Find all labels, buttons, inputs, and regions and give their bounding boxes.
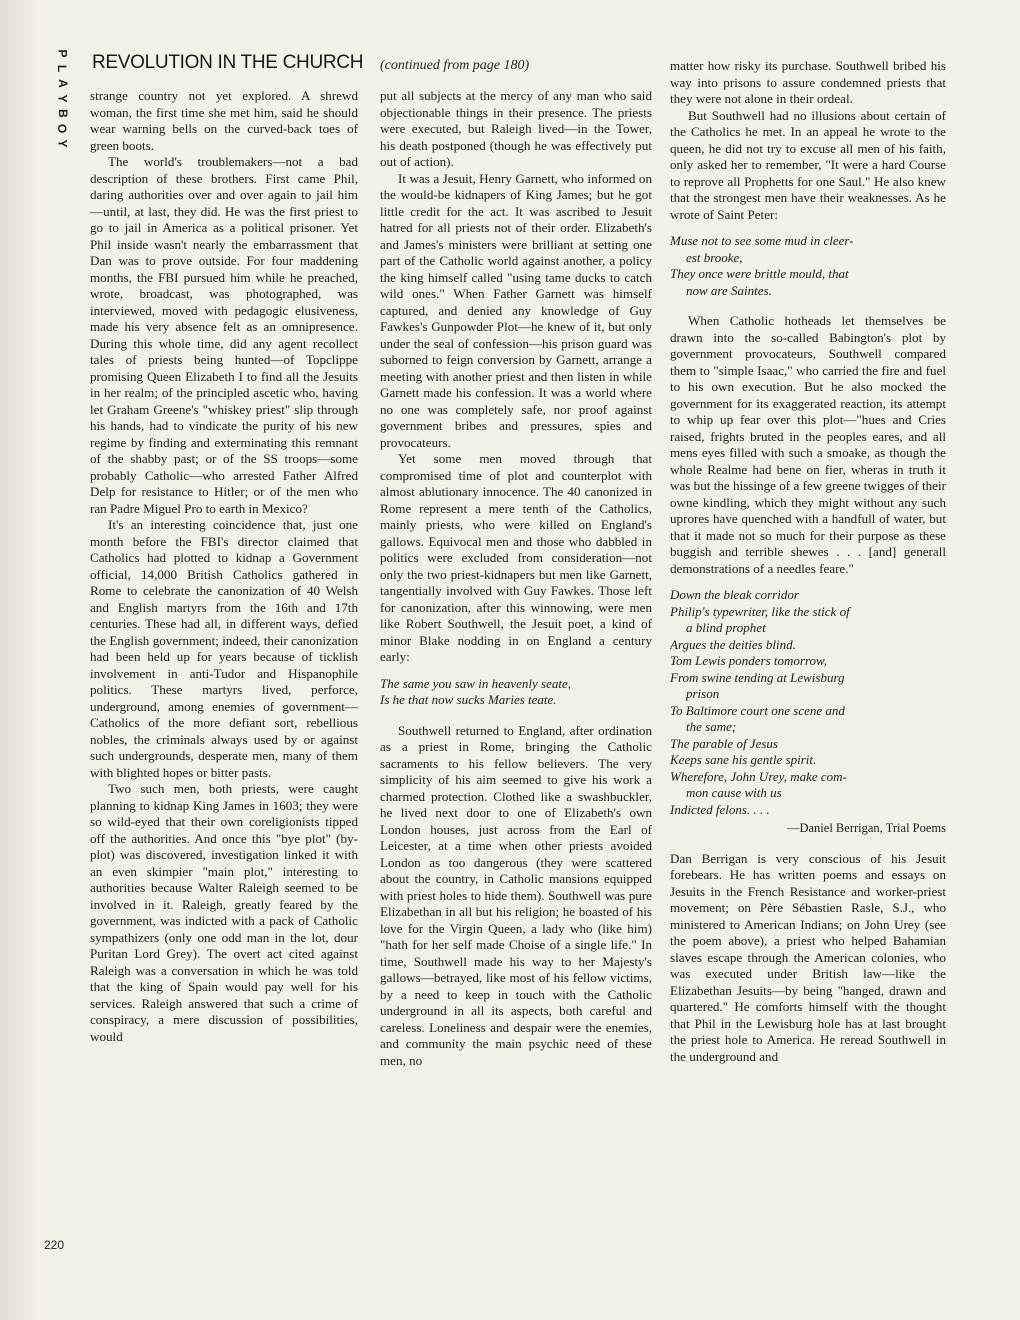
verse-quote-saint-peter — [670, 233, 946, 299]
masthead-letter: O — [55, 123, 70, 134]
paragraph: Dan Berrigan is very conscious of his Jesuit forebears. He has written poems and essays on Jesuits in the French Resistance and worker-priest movement; on Père Sébastien Rasle, S.J., who ministered to American Indians; on John Urey (see the poem above), a priest who helped Bahamian slaves escape through the American colonies, who was executed under British law—like the Elizabethan Jesuits—by being "hanged, drawn and quartered." He comforts himself with the thought that Phil in the Lewisburg hole has at last brought the priest hole to America. He reread Southwell in the underground and — [670, 850, 946, 1064]
verse-line: Down the bleak corridor — [670, 587, 799, 602]
verse-line: To Baltimore court one scene and — [670, 702, 845, 718]
verse-quote-trial-poems — [670, 587, 946, 837]
magazine-masthead-vertical — [54, 46, 70, 151]
masthead-letter: Y — [55, 94, 70, 103]
verse-line: Philip's typewriter, like the stick of — [670, 603, 850, 619]
verse-line: mon cause with us — [686, 785, 782, 800]
paragraph: Two such men, both priests, were caught planning to kidnap King James in 1603; they were so wild-eyed that their own coreligionists tipped off the authorities. And once this "bye plot" (by-plot) was discovered, investigation linked it with an even skimpier "main plot," interesting to authorities because Walter Raleigh seemed to be involved in it. Raleigh, greatly feared by the government, was indicted with a pack of Catholic sympathizers (only one odd man in the lot, dour Puritan Lord Grey). The overt act cited against Raleigh was a conversation in which he was told that the king of Spain would pay well for his services. Raleigh answered that such a crime of conspiracy, a mere discussion of possibilities, would — [90, 781, 358, 1044]
verse-line: The parable of Jesus — [670, 735, 778, 751]
verse-quote-southwell — [380, 676, 652, 709]
paragraph: Yet some men moved through that compromised time of plot and counterplot with almost ablutionary innocence. The 40 canonized in Rome represent a mere tenth of the Catholics, mainly priests, who were killed on England's gallows. Equivocal men and those who dabbled in politics were excluded from consideration—not only the two priest-kidnapers but men like Garnett, tangentially involved with Guy Fawkes. Those left for canonization, after this winnowing, were men like Robert Southwell, the Jesuit poet, a kind of minor Blake nodding in on England a century early: — [380, 451, 652, 664]
paragraph: When Catholic hotheads let themselves be drawn into the so-called Babington's plot by government provocateurs, Southwell compared them to "simple Isaac," who carried the fire and fuel to his own execution. But he also mocked the government for its exaggerated reaction, its attempt to whip up fear over this plot—"hues and Cries raised, frights bruted in the peoples eares, and all mens eyes filled with such a smoake, as though the whole Realme had bene on fier, wheras in truth it was but the hissinge of a few greene twigges of their owne kindling, which they might without any such uprores have quenched with a handfull of water, but that it made not so much for their purpose as these buggish and terrible shewes . . . [and] generall demonstrations of a needles feare." — [670, 313, 946, 576]
paragraph: Southwell returned to England, after ordination as a priest in Rome, bringing the Catholic sacraments to his fellow believers. The very simplicity of his aim seemed to give his work a charmed protection. Clothed like a swashbuckler, he lived next door to one of Elizabeth's own London houses, just across from the Earl of Leicester, at a time when other priests avoided London as too dangerous (they were scattered about the country, in Catholic mansions equipped with priest holes to hide them). Southwell was pure Elizabethan in all but his religion; he boasted of his love for the Virgin Queen, a lady who (like him) "hath for her self made Choise of a single life." In time, Southwell made his way to her Majesty's gallows—betrayed, like most of his fellow victims, by a need to keep in touch with the Catholic underground in all its aspects, both careful and careless. Loneliness and despair were the enemies, and community the main psychic need of these men, no — [380, 722, 652, 1068]
page-number: 220 — [44, 1238, 65, 1252]
masthead-letter: B — [55, 109, 70, 118]
text-column-3 — [670, 58, 946, 1262]
paragraph: The world's troublemakers—not a bad description of these brothers. First came Phil, daring authorities over and over again to jail him—until, at last, they did. He was the first priest to go to jail in America as a political prisoner. Yet Phil inside wasn't nearly the embarrassment that Dan was to prove outside. For four maddening months, the FBI pursued him while he preached, wrote, broadcast, was photographed, was interviewed, moved with pedagogic elusiveness, made his very absence felt as an omnipresence. During this whole time, did any agent recollect tales of priests being hunted—of Topclippe promising Queen Elizabeth I to find all the Jesuits in her realm; of the principled ascetic who, having let Graham Greene's "whiskey priest" slip through his hands, had to vindicate the purity of his new regime by finding and exterminating this remnant of the shabby past; or of the SS troops—some probably Catholic—who arrested Father Alfred Delp for resistance to Hitler; or of the men who ran Padre Miguel Pro to earth in Mexico? — [90, 154, 358, 516]
paragraph: It was a Jesuit, Henry Garnett, who informed on the would-be kidnapers of King James; but he got little credit for the act. It was ascribed to Jesuit hatred for all priests not of their order. Elizabeth's and James's ministers were brilliant at setting one part of the Catholic world against another, a policy the king himself called "using tame ducks to catch wild ones." When Father Garnett was himself captured, and denied any knowledge of Guy Fawkes's Gunpowder Plot—he knew of it, but only under the seal of confession—his prison guard was suborned to feign conversion by Garnett, arrange a meeting with another priest and then listen in while Garnett made his confession. It was a world where no one was completely safe, nor proof against government bribes and pressures, spies and provocateurs. — [380, 170, 652, 450]
masthead-letter: Y — [55, 139, 70, 148]
verse-attribution: —Daniel Berrigan, Trial Poems — [786, 821, 946, 835]
paragraph: It's an interesting coincidence that, just one month before the FBI's director claimed that Catholics had plotted to kidnap a Government official, 14,000 British Catholics gathered in Rome to celebrate the canonization of 40 Welsh and English martyrs from the 16th and 17th centuries. These had all, in different ways, defied the English government; indeed, their canonization had been held up for years because of ticklish involvement in anti-Tudor and Hispanophile politics. These martyrs lived, perforce, underground, among enemies of government—Catholics of the more defiant sort, rebellious nobles, the criminals always used by or against such undergrounds, desperate men, many of them with blighted hopes or bitter pasts. — [90, 517, 358, 780]
verse-line: Indicted felons. . . . — [670, 801, 770, 817]
verse-line: Wherefore, John Urey, make com- — [670, 768, 847, 784]
verse-line: Is he that now sucks Maries teate. — [380, 692, 557, 707]
verse-line: est brooke, — [686, 249, 743, 265]
verse-line: the same; — [686, 719, 737, 734]
verse-line: Tom Lewis ponders tomorrow, — [670, 653, 827, 668]
continued-note: (continued from page 180) — [380, 58, 530, 73]
verse-line: The same you saw in heavenly seate, — [380, 675, 571, 691]
paragraph: strange country not yet explored. A shrewd woman, the first time she met him, said he should wear warning bells on the curved-back toes of green boots. — [90, 88, 358, 153]
verse-line: now are Saintes. — [686, 282, 772, 298]
verse-line: prison — [686, 686, 720, 701]
verse-line: Muse not to see some mud in cleer- — [670, 233, 854, 248]
verse-line: a blind prophet — [686, 620, 766, 635]
paragraph: matter how risky its purchase. Southwell bribed his way into prisons to assure condemned priests that they were not alone in their ordeal. — [670, 58, 946, 106]
page-gutter-shade — [0, 0, 40, 1320]
article-title: REVOLUTION IN THE CHURCH — [92, 52, 364, 73]
masthead-letter: A — [55, 79, 70, 88]
verse-line: From swine tending at Lewisburg — [670, 669, 845, 685]
text-column-1 — [90, 88, 358, 1260]
masthead-letter: L — [55, 64, 70, 73]
text-column-2 — [380, 88, 652, 1260]
masthead-letter: P — [55, 49, 70, 58]
verse-line: Argues the deities blind. — [670, 636, 796, 652]
verse-line: They once were brittle mould, that — [670, 266, 849, 281]
paragraph: put all subjects at the mercy of any man who said objectionable things in their presence. The priests were executed, but Raleigh lived—in the Tower, his death postponed (though he was effectively put out of action). — [380, 88, 652, 169]
paragraph: But Southwell had no illusions about certain of the Catholics he met. In an appeal he wrote to the queen, he did not try to excuse all men of his faith, only asked her to remember, "It were a hard Course to reprove all Prophetts for one Saul." He also knew that the strongest men have their weaknesses. As he wrote of Saint Peter: — [670, 107, 946, 222]
verse-line: Keeps sane his gentle spirit. — [670, 752, 817, 767]
